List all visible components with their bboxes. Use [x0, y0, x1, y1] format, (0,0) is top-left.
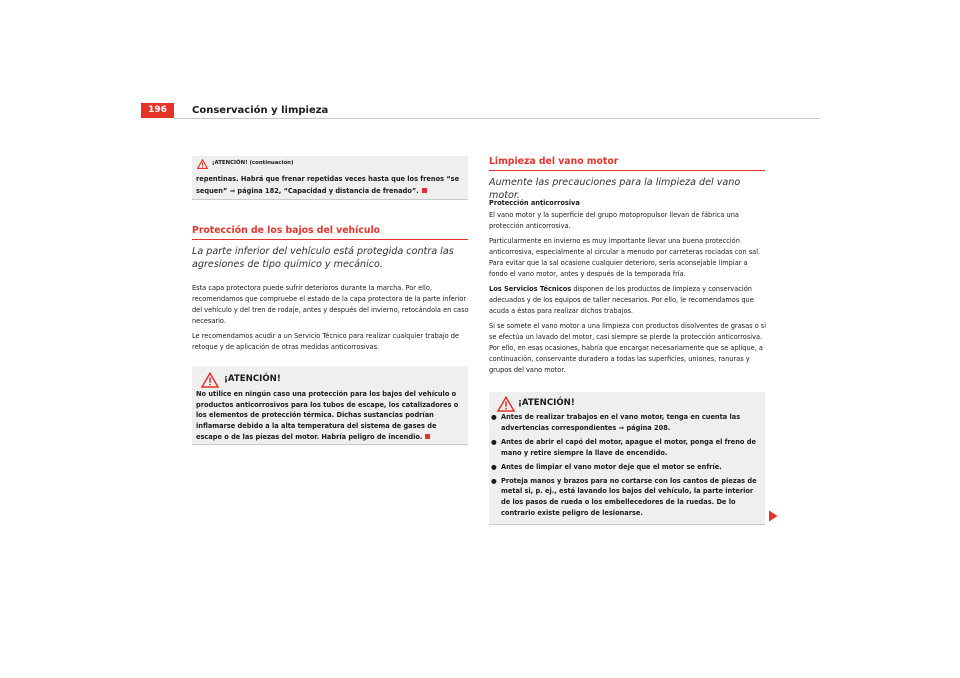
section-title-engine: Limpieza del vano motor — [489, 156, 619, 167]
body-text-left — [192, 283, 470, 357]
warning-triangle-icon — [497, 396, 515, 412]
warning-title: ¡ATENCIÓN! — [518, 398, 575, 408]
body-text-right — [489, 198, 767, 380]
warning-triangle-icon — [197, 159, 208, 169]
chapter-title: Conservación y limpieza — [192, 105, 329, 116]
end-marker — [422, 188, 427, 193]
paragraph: Si se somete el vano motor a una limpieza con productos disolventes de grasas o si se efectúa un lavado del motor, casi siempre se pierde la protección anticorrosiva. Por ello, en esas ocasiones, habría que encargar necesariamente que se aplique, a continuación, conservante duradero a todas las superficies, uniones, ranuras y grupos del vano motor. — [489, 322, 767, 374]
warning-title: ¡ATENCIÓN! — [224, 374, 281, 384]
page-number: 196 — [141, 103, 174, 118]
list-item: ● Antes de limpiar el vano motor deje que el motor se enfríe. — [491, 462, 722, 471]
section-rule — [489, 170, 765, 171]
list-item: ● Antes de abrir el capó del motor, apague el motor, ponga el freno de mano y retire siempre la llave de encendido. — [491, 437, 756, 457]
section-title-underbody: Protección de los bajos del vehículo — [192, 225, 381, 236]
section-subtitle: Aumente las precauciones para la limpieza del vano motor. — [489, 177, 741, 201]
paragraph: El vano motor y la superficie del grupo motopropulsor llevan de fábrica una protección anticorrosiva. — [489, 211, 739, 230]
paragraph: Le recomendamos acudir a un Servicio Técnico para realizar cualquier trabajo de retoque y de aplicación de otras medidas anticorrosivas. — [192, 332, 459, 351]
paragraph: Esta capa protectora puede sufrir deterioros durante la marcha. Por ello, recomendamos que compruebe el estado de la capa protectora de la parte inferior del vehículo y del tren de rodaje, antes y después del invierno, retocándola en caso necesario. — [192, 284, 469, 325]
warning-text: No utilice en ningún caso una protección para los bajos del vehículo o productos anticorrosivos para los tubos de escape, los catalizadores o los elementos de protección térmica. Dichas sustancias podrían inflamarse debido a la alta temperatura del sistema de gases de escape o de las piezas del motor. Habría peligro de incendio. — [196, 390, 459, 441]
list-item: ● Antes de realizar trabajos en el vano motor, tenga en cuenta las advertencias correspondientes ⇒ página 208. — [491, 413, 741, 432]
warning-continued-text: repentinas. Habrá que frenar repetidas veces hasta que los frenos “se sequen” ⇒ página 182, “Capacidad y distancia de frenado”. — [196, 175, 460, 195]
end-marker — [425, 434, 430, 439]
section-subtitle: La parte inferior del vehículo está protegida contra las agresiones de tipo químico y mecánico. — [192, 246, 454, 270]
warning-continued-title: ¡ATENCIÓN! (continuación) — [212, 160, 294, 166]
section-rule — [192, 239, 468, 240]
sub-heading: Protección anticorrosiva — [489, 199, 580, 207]
paragraph: Los Servicios Técnicos disponen de los productos de limpieza y conservación adecuados y de los equipos de taller necesarios. Por ello, le recomendamos que acuda a éstos para realizar dichos trabajos. — [489, 285, 754, 315]
warning-bullets — [491, 412, 763, 522]
list-item: ● Proteja manos y brazos para no cortarse con los cantos de piezas de metal si, p. ej., está lavando los bajos del vehículo, la parte interior de los pasos de rueda o los embellecedores de la ruedas. De lo contrario existe peligro de lesionarse. — [491, 476, 757, 518]
header-divider — [174, 118, 820, 119]
warning-continued-box — [192, 156, 468, 200]
warning-box-right — [489, 392, 765, 525]
warning-triangle-icon — [201, 372, 219, 388]
next-page-arrow-icon[interactable] — [768, 510, 778, 522]
warning-box-left — [192, 366, 468, 445]
paragraph: Particularmente en invierno es muy importante llevar una buena protección anticorrosiva, especialmente al circular a menudo por carreteras rociadas con sal. Para evitar que la sal ocasione cualquier deterioro, sería aconsejable limpiar a fondo el vano motor, antes y después de la temporada fría. — [489, 237, 761, 278]
